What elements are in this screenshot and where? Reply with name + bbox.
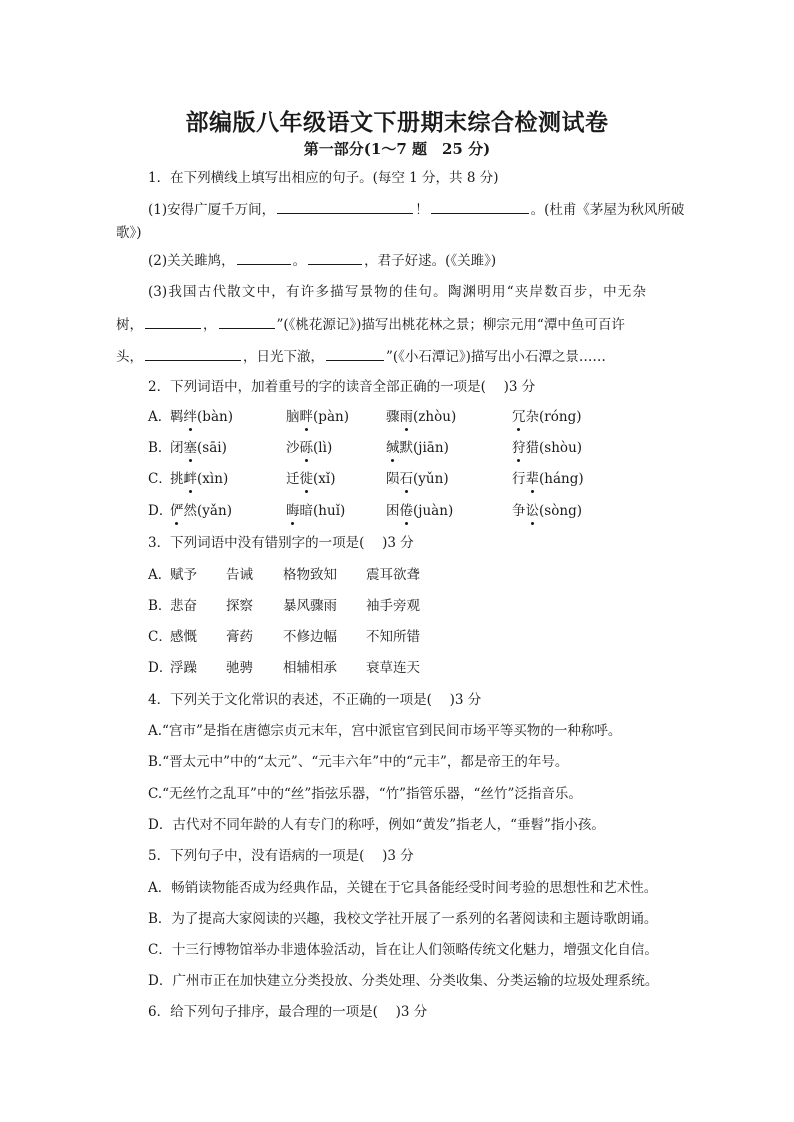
answer-blank[interactable] [237, 250, 291, 265]
option-label[interactable]: C． [148, 471, 172, 487]
answer-blank[interactable] [326, 346, 384, 361]
q4-stem: 4．下列关于文化常识的表述，不正确的一项是( )3 分 [148, 692, 482, 708]
option-label[interactable]: B． [148, 440, 172, 456]
option-word: 狩猎(shòu) [512, 440, 583, 456]
q3-stem: 3．下列词语中没有错别字的一项是( )3 分 [148, 535, 414, 551]
option-word: 驰骋 [226, 660, 253, 676]
q1-sub2-text-c: ，君子好逑。(《关雎》) [364, 253, 497, 269]
q2-stem: 2．下列词语中，加着重号的字的读音全部正确的一项是( )3 分 [148, 379, 536, 395]
option-word: 沙砾(lì) [286, 440, 333, 456]
option-label[interactable]: B． [148, 598, 172, 614]
q1-sub1-cont: 歌》) [116, 225, 142, 241]
option-word: 行辈(háng) [512, 471, 584, 487]
option-word: 挑衅(xìn) [170, 471, 229, 487]
q4-option-d[interactable]: D．古代对不同年龄的人有专门的称呼，例如“黄发”指老人，“垂髫”指小孩。 [148, 817, 605, 833]
option-word: 缄默(jiān) [386, 440, 449, 456]
q1-sub2-text-b: 。 [292, 253, 307, 269]
q1-sub3-text: ”(《桃花源记》)描写出桃花林之景；柳宗元用“潭中鱼可百许 [276, 317, 625, 333]
option-word: 感慨 [170, 629, 197, 645]
q1-sub3-text: ， [203, 317, 217, 333]
option-word: 浮躁 [170, 660, 197, 676]
option-word: 争讼(sòng) [512, 503, 582, 519]
q4-option-a[interactable]: A.“宫市”是指在唐德宗贞元末年，宫中派宦官到民间市场平等买物的一种称呼。 [148, 723, 622, 739]
option-word: 俨然(yǎn) [170, 503, 232, 519]
answer-blank[interactable] [431, 199, 529, 214]
option-word: 衰草连天 [366, 660, 420, 676]
q1-sub1-text-b: ！ [415, 202, 429, 218]
answer-blank[interactable] [145, 314, 201, 329]
option-word: 困倦(juàn) [386, 503, 454, 519]
q5-option-c[interactable]: C．十三行博物馆举办非遗体验活动，旨在让人们领略传统文化魅力，增强文化自信。 [148, 942, 658, 958]
answer-blank[interactable] [308, 250, 362, 265]
answer-blank[interactable] [277, 199, 413, 214]
option-word: 赋予 [170, 567, 197, 583]
q5-stem: 5．下列句子中，没有语病的一项是( )3 分 [148, 848, 414, 864]
q1-sub2-line [148, 250, 496, 271]
q1-sub3-text: 树， [116, 317, 143, 333]
q1-sub3-text: ”(《小石潭记》)描写出小石潭之景…… [386, 349, 606, 365]
exam-title: 部编版八年级语文下册期末综合检测试卷 [185, 109, 609, 136]
q1-sub3-line3 [116, 346, 606, 367]
option-word: 脑畔(pàn) [286, 409, 349, 425]
option-label[interactable]: A． [148, 567, 172, 583]
option-word: 羁绊(bàn) [170, 409, 233, 425]
option-word: 迁徙(xǐ) [286, 471, 336, 487]
option-word: 格物致知 [283, 567, 337, 583]
answer-blank[interactable] [145, 346, 241, 361]
q1-sub1-text-a: (1)安得广厦千万间， [148, 202, 276, 218]
option-word: 悲奋 [170, 598, 197, 614]
option-word: 不修边幅 [283, 629, 337, 645]
option-word: 膏药 [226, 629, 253, 645]
option-label[interactable]: C． [148, 629, 172, 645]
q1-sub3-text: 头， [116, 349, 143, 365]
q5-option-d[interactable]: D．广州市正在加快建立分类投放、分类处理、分类收集、分类运输的垃圾处理系统。 [148, 973, 659, 989]
q4-option-b[interactable]: B.“晋太元中”中的“太元”、“元丰六年”中的“元丰”，都是帝王的年号。 [148, 754, 569, 770]
q1-sub1-line [148, 199, 684, 220]
q1-sub2-text-a: (2)关关雎鸠， [148, 253, 235, 269]
q1-sub3-line1: (3)我国古代散文中，有许多描写景物的佳句。陶渊明用“夹岸数百步，中无杂 [148, 284, 646, 300]
q5-option-a[interactable]: A．畅销读物能否成为经典作品，关键在于它具备能经受时间考验的思想性和艺术性。 [148, 880, 658, 896]
section-heading: 第一部分(1～7 题 25 分) [303, 140, 491, 158]
option-word: 晦暗(huǐ) [286, 503, 346, 519]
option-label[interactable]: D． [148, 660, 173, 676]
option-word: 骤雨(zhòu) [386, 409, 457, 425]
option-word: 袖手旁观 [366, 598, 420, 614]
option-word: 闭塞(sāi) [170, 440, 227, 456]
q1-sub1-text-c: 。(杜甫《茅屋为秋风所破 [530, 202, 685, 218]
option-word: 告诫 [226, 567, 253, 583]
q5-option-b[interactable]: B．为了提高大家阅读的兴趣，我校文学社开展了一系列的名著阅读和主题诗歌朗诵。 [148, 911, 658, 927]
option-label[interactable]: D． [148, 503, 173, 519]
option-label[interactable]: A． [148, 409, 172, 425]
q6-stem: 6．给下列句子排序，最合理的一项是( )3 分 [148, 1004, 428, 1020]
q4-option-c[interactable]: C.“无丝竹之乱耳”中的“丝”指弦乐器，“竹”指管乐器，“丝竹”泛指音乐。 [148, 786, 582, 802]
q1-sub3-line2 [116, 314, 625, 335]
option-word: 暴风骤雨 [283, 598, 337, 614]
option-word: 不知所错 [366, 629, 420, 645]
q1-stem: 1．在下列横线上填写出相应的句子。(每空 1 分，共 8 分) [148, 170, 499, 186]
option-word: 探察 [226, 598, 253, 614]
answer-blank[interactable] [219, 314, 275, 329]
option-word: 震耳欲聋 [366, 567, 420, 583]
option-word: 相辅相承 [283, 660, 337, 676]
q1-sub3-text: ，日光下澈， [243, 349, 324, 365]
option-word: 陨石(yǔn) [386, 471, 449, 487]
option-word: 冗杂(róng) [512, 409, 582, 425]
